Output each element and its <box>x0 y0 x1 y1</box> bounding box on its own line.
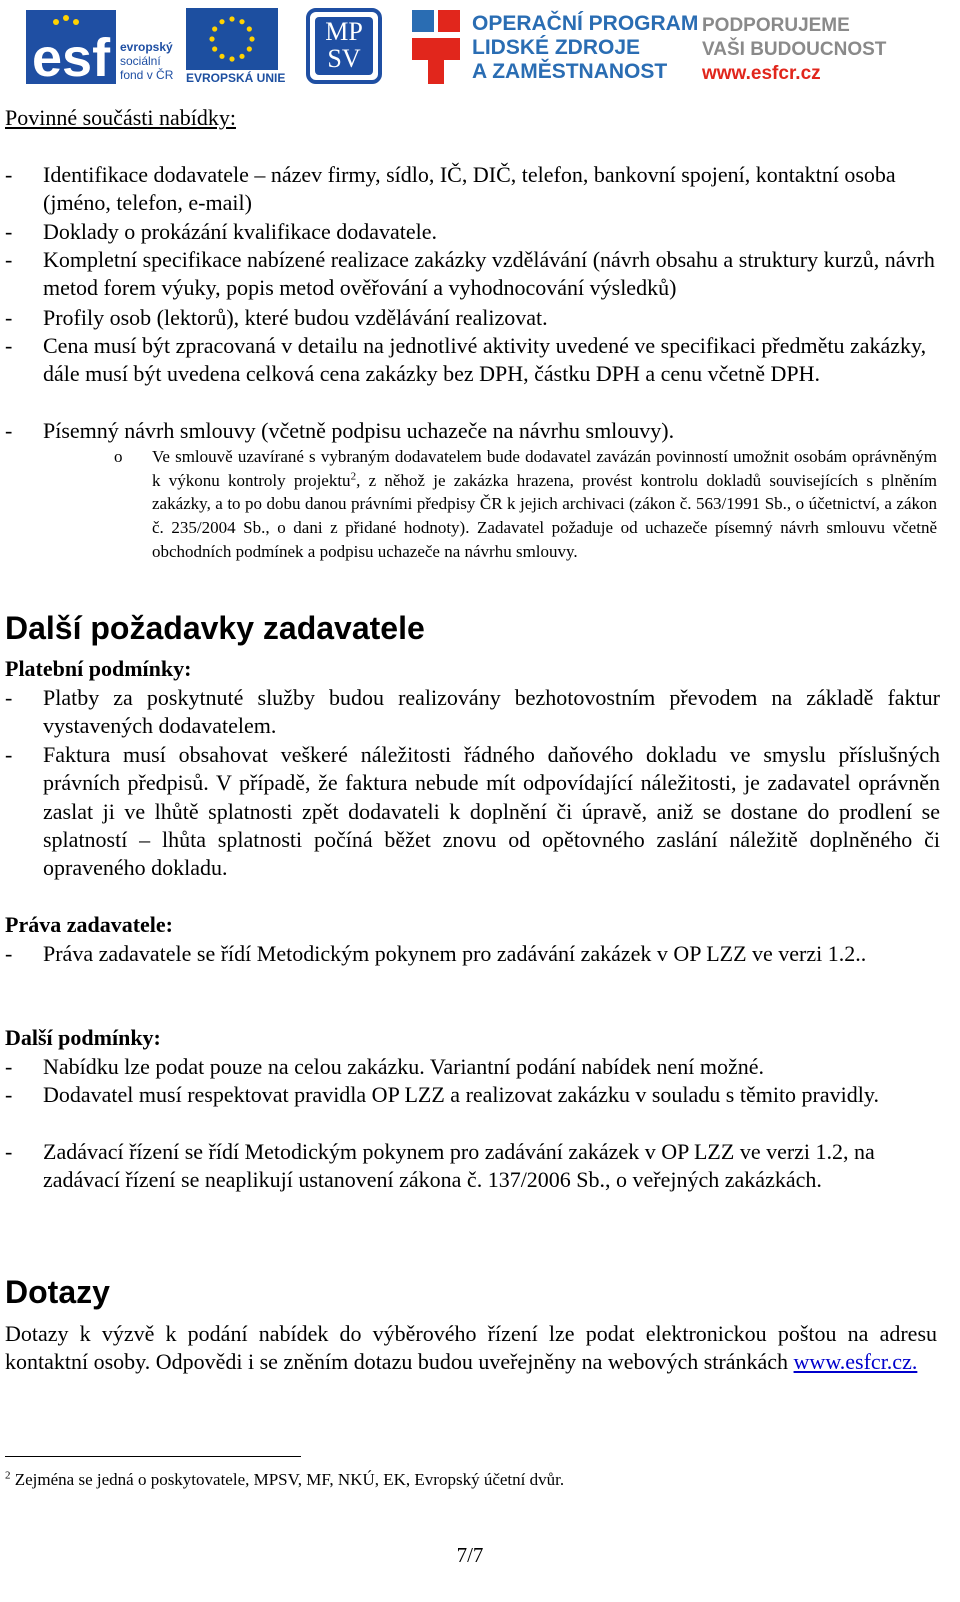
eu-text: EVROPSKÁ UNIE <box>186 71 286 85</box>
rights-heading: Práva zadavatele: <box>5 912 173 937</box>
eu-star-icon <box>249 36 254 41</box>
esfcr-link[interactable]: www.esfcr.cz. <box>793 1349 918 1375</box>
list-dash: - <box>5 1139 13 1164</box>
contract-text-a: Ve smlouvě uzavírané s vybraným dodavatelem bude dodavatel zavázán povinností umožnit osobám oprávněným k výkonu kontroly projektu <box>152 447 937 490</box>
list-dash: - <box>5 941 13 966</box>
support-block <box>702 14 902 86</box>
list-item: Zadávací řízení se řídí Metodickým pokynem pro zadávání zakázek v OP LZZ ve verzi 1.2, na zadávací řízení se neaplikují ustanovení zákona č. 137/2006 Sb., o veřejných zakázkách. <box>43 1139 875 1193</box>
support-url: www.esfcr.cz <box>702 63 821 84</box>
op-text-1: OPERAČNÍ PROGRAM <box>472 12 699 35</box>
list-item: Profily osob (lektorů), které budou vzdělávání realizovat. <box>43 305 548 330</box>
sub-bullet-marker: o <box>114 447 123 466</box>
footnote-separator <box>5 1456 301 1457</box>
list-dash: - <box>5 1054 13 1079</box>
list-item: Identifikace dodavatele – název firmy, sídlo, IČ, DIČ, telefon, bankovní spojení, kontaktní osoba (jméno, telefon, e-mail) <box>43 162 896 216</box>
footnote <box>5 1468 564 1492</box>
esf-logo <box>26 10 178 84</box>
list-dash: - <box>5 1082 13 1107</box>
mandatory-heading: Povinné součásti nabídky: <box>5 105 236 130</box>
list-dash: - <box>5 305 13 330</box>
eu-star-icon <box>212 26 217 31</box>
eu-star-icon <box>247 46 252 51</box>
list-dash: - <box>5 333 13 358</box>
eu-star-icon <box>209 36 214 41</box>
list-item: Doklady o prokázání kvalifikace dodavatele. <box>43 219 438 244</box>
list-item: Dodavatel musí respektovat pravidla OP LZZ a realizovat zakázku v souladu s těmito pravidly. <box>43 1082 879 1107</box>
op-figure-icon <box>412 10 462 84</box>
eu-star-icon <box>239 19 244 24</box>
list-item: Nabídku lze podat pouze na celou zakázku. Variantní podání nabídek není možné. <box>43 1054 765 1079</box>
list-item: Práva zadavatele se řídí Metodickým pokynem pro zadávání zakázek v OP LZZ ve verzi 1.2.. <box>43 941 867 966</box>
other-conditions-heading: Další podmínky: <box>5 1025 161 1050</box>
esf-text-line-1: evropský <box>120 40 173 54</box>
mpsv-text-2: SV <box>327 44 361 73</box>
queries-text: Dotazy k výzvě k podání nabídek do výběrového řízení lze podat elektronickou poštou na adresu kontaktní osoby. Odpovědi i se zněním dotazu budou uveřejněny na webových stránkách <box>5 1321 937 1375</box>
footnote-text: Zejména se jedná o poskytovatele, MPSV, MF, NKÚ, EK, Evropský účetní dvůr. <box>14 1470 565 1489</box>
op-lzz-logo <box>412 10 699 86</box>
footnote-number: 2 <box>5 1469 11 1482</box>
mpsv-logo <box>306 8 382 84</box>
eu-logo <box>186 8 286 86</box>
list-dash: - <box>5 418 13 443</box>
list-item: Platby za poskytnuté služby budou realizovány bezhotovostním převodem na základě faktur vystavených dodavatelem. <box>43 685 940 739</box>
list-dash: - <box>5 247 13 272</box>
op-text-3: A ZAMĚSTNANOST <box>472 60 668 83</box>
list-item: Cena musí být zpracovaná v detailu na jednotlivé aktivity uvedené ve specifikaci předmětu zakázky, dále musí být uvedena celková cena zakázky bez DPH, částku DPH a cenu včetně DPH. <box>43 333 927 387</box>
op-text-2: LIDSKÉ ZDROJE <box>472 36 641 59</box>
eu-star-icon <box>219 19 224 24</box>
eu-star-icon <box>219 54 224 59</box>
list-item: Kompletní specifikace nabízené realizace zakázky vzdělávání (návrh obsahu a struktury kurzů, návrh metod forem výuky, popis metod ověřování a vyhodnocování výsledků) <box>43 247 935 301</box>
list-dash: - <box>5 162 13 187</box>
eu-star-icon <box>212 46 217 51</box>
queries-heading: Dotazy <box>5 1274 110 1310</box>
eu-star-icon <box>229 16 234 21</box>
support-text-2: VAŠI BUDOUCNOST <box>702 39 887 60</box>
list-dash: - <box>5 219 13 244</box>
list-item: Faktura musí obsahovat veškeré náležitosti řádného daňového dokladu ve smyslu příslušných právních předpisů. V případě, že faktura nebude mít odpovídající náležitosti, je zadavatel oprávněn zaslat ji ve lhůtě splatnosti zpět dodavateli k doplnění či úpravě, aniž se dostane do prodlení se splatností – lhůta splatnosti počíná běžet znovu od opětovného zaslání náležitě doplněného či opraveného dokladu. <box>43 742 940 881</box>
payment-heading: Platební podmínky: <box>5 656 192 681</box>
svg-text:esf: esf <box>32 28 111 84</box>
page-number: 7/7 <box>456 1543 484 1567</box>
eu-star-icon <box>247 26 252 31</box>
mpsv-text-1: MP <box>325 17 363 46</box>
list-dash: - <box>5 685 13 710</box>
contract-requirement-text <box>152 445 937 564</box>
contract-text-b: , z něhož je zakázka hrazena, provést kontrolu dokladů souvisejících s plněním zakázky, a to po dobu danou právními předpisy ČR k jejich archivaci (zákon č. 563/1991 Sb., o účetnictví, a zákon č. 235/2004 Sb., o dani z přidané hodnoty). Zadavatel požaduje od uchazeče písemný návrh smlouvu včetně obchodních podmínek a podpisu uchazeče na návrhu smlouvy. <box>152 470 937 561</box>
further-requirements-heading: Další požadavky zadavatele <box>5 610 425 646</box>
eu-star-icon <box>229 56 234 61</box>
esf-text-line-2: sociální <box>120 54 161 68</box>
list-dash: - <box>5 742 13 767</box>
footnote-ref[interactable]: 2 <box>350 470 357 483</box>
logo-header <box>26 8 926 88</box>
esf-text-line-3: fond v ČR <box>120 68 174 82</box>
queries-paragraph <box>5 1320 937 1377</box>
eu-flag-icon <box>186 8 278 70</box>
support-text-1: PODPORUJEME <box>702 15 850 36</box>
eu-star-icon <box>239 54 244 59</box>
list-item: Písemný návrh smlouvy (včetně podpisu uchazeče na návrhu smlouvy). <box>43 418 675 443</box>
